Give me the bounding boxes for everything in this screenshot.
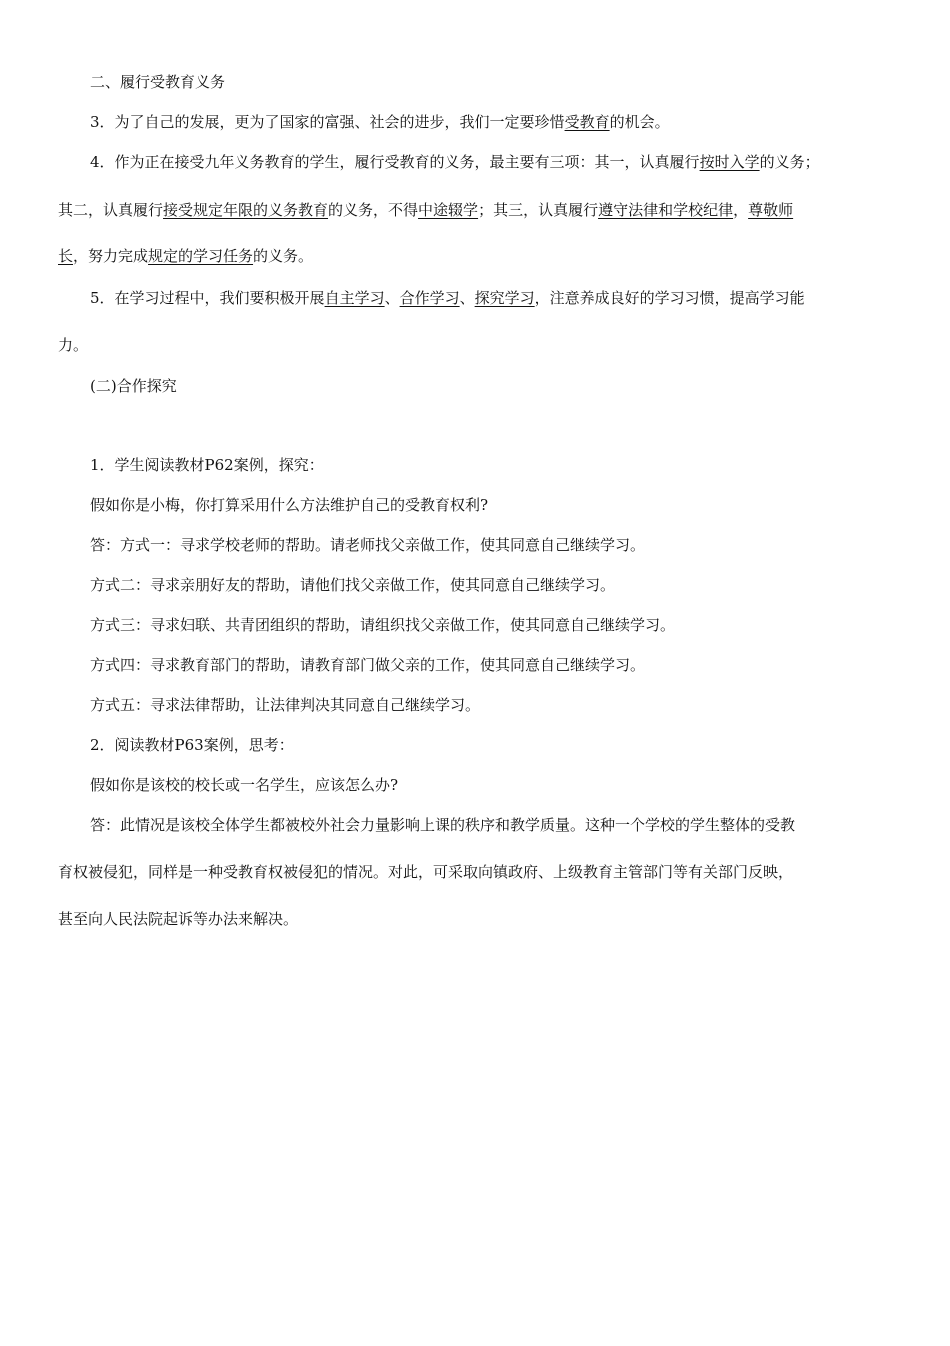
- item-number: 4．: [90, 153, 115, 171]
- paragraph-4-line-2: [58, 200, 793, 220]
- answer-line: 答：方式一：寻求学校老师的帮助。请老师找父亲做工作，使其同意自己继续学习。: [90, 536, 646, 554]
- underlined-keyword: 合作学习: [399, 289, 460, 307]
- answer-line: 答：此情况是该校全体学生都被校外社会力量影响上课的秩序和教学质量。这种一个学校的学生整体的受教: [90, 816, 796, 834]
- text: 、: [459, 289, 475, 307]
- answer-line: 方式三：寻求妇联、共青团组织的帮助，请组织找父亲做工作，使其同意自己继续学习。: [90, 616, 676, 634]
- paragraph-5-line-2: 力。: [58, 336, 89, 354]
- underlined-keyword: 探究学习: [474, 289, 535, 307]
- section-title: 二、履行受教育义务: [90, 73, 226, 91]
- text: 的义务；: [759, 153, 820, 171]
- answer-line: 方式二：寻求亲朋好友的帮助，请他们找父亲做工作，使其同意自己继续学习。: [90, 576, 616, 594]
- answer-line: 育权被侵犯，同样是一种受教育权被侵犯的情况。对此，可采取向镇政府、上级教育主管部门等有关部门反映，: [58, 863, 794, 881]
- underlined-keyword: 受教育: [564, 113, 610, 131]
- underlined-keyword: 长: [58, 247, 74, 265]
- text: 作为正在接受九年义务教育的学生，履行受教育的义务，最主要有三项：其一，认真履行: [114, 153, 700, 171]
- text: 的机会。: [609, 113, 670, 131]
- text: 在学习过程中，我们要积极开展: [114, 289, 325, 307]
- paragraph-4-line-3: [58, 246, 313, 266]
- paragraph-5-line-1: [90, 288, 805, 308]
- underlined-keyword: 按时入学: [699, 153, 760, 171]
- question-1-title: 1．学生阅读教材P62案例，探究：: [90, 456, 324, 474]
- underlined-keyword: 自主学习: [324, 289, 385, 307]
- item-number: 5．: [90, 289, 115, 307]
- underlined-keyword: 尊敬师: [748, 201, 794, 219]
- text: ，注意养成良好的学习习惯，提高学习能: [534, 289, 805, 307]
- paragraph-3: [90, 112, 670, 132]
- text: ；其三，认真履行: [478, 201, 599, 219]
- text: 的义务。: [253, 247, 314, 265]
- text: 的义务，不得: [328, 201, 419, 219]
- text: ，努力完成: [73, 247, 149, 265]
- text: 其二，认真履行: [58, 201, 164, 219]
- paragraph-4-line-1: [90, 152, 820, 172]
- underlined-keyword: 规定的学习任务: [148, 247, 254, 265]
- answer-line: 甚至向人民法院起诉等办法来解决。: [58, 910, 299, 928]
- answer-line: 方式四：寻求教育部门的帮助，请教育部门做父亲的工作，使其同意自己继续学习。: [90, 656, 646, 674]
- underlined-keyword: 遵守法律和学校纪律: [598, 201, 734, 219]
- text: ，: [733, 201, 749, 219]
- item-number: 3．: [90, 113, 115, 131]
- text: 、: [384, 289, 400, 307]
- question-2-prompt: 假如你是该校的校长或一名学生，应该怎么办?: [90, 776, 399, 794]
- underlined-keyword: 中途辍学: [418, 201, 479, 219]
- subsection-title: (二)合作探究: [90, 377, 177, 395]
- underlined-keyword: 接受规定年限的义务教育: [163, 201, 329, 219]
- question-1-prompt: 假如你是小梅，你打算采用什么方法维护自己的受教育权利?: [90, 496, 489, 514]
- question-2-title: 2．阅读教材P63案例，思考：: [90, 736, 294, 754]
- answer-line: 方式五：寻求法律帮助，让法律判决其同意自己继续学习。: [90, 696, 481, 714]
- text: 为了自己的发展，更为了国家的富强、社会的进步，我们一定要珍惜: [114, 113, 565, 131]
